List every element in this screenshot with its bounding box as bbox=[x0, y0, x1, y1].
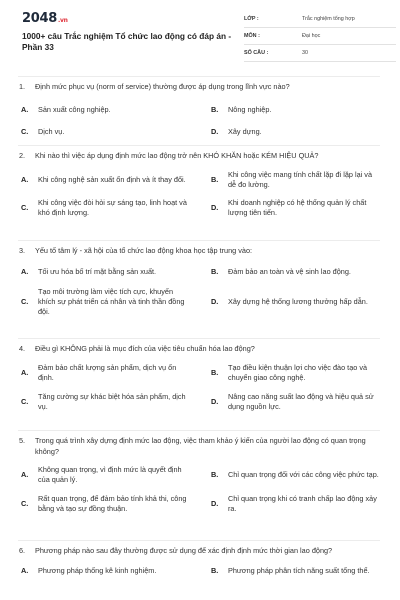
question-body: Định mức phục vụ (norm of service) thường được áp dụng trong lĩnh vực nào? bbox=[35, 82, 290, 91]
question-text bbox=[18, 246, 380, 257]
option-text: Dịch vụ. bbox=[38, 126, 65, 136]
document-meta bbox=[244, 13, 396, 64]
logo-suffix: .vn bbox=[57, 17, 68, 24]
option-letter: B. bbox=[211, 174, 219, 184]
option-text: Nông nghiệp. bbox=[228, 104, 272, 114]
option-c[interactable] bbox=[18, 392, 190, 412]
option-letter: D. bbox=[211, 499, 219, 508]
option-text: Tạo điều kiện thuận lợi cho việc đào tạo và chuyển giao công nghệ. bbox=[228, 362, 368, 382]
option-text: Tăng cường sự khác biệt hóa sản phẩm, dịch vụ. bbox=[38, 391, 186, 411]
option-d[interactable] bbox=[208, 198, 380, 218]
answer-options bbox=[18, 170, 380, 218]
option-d[interactable] bbox=[208, 287, 380, 317]
option-letter: B. bbox=[211, 266, 219, 276]
option-d[interactable] bbox=[208, 392, 380, 412]
option-letter: A. bbox=[21, 266, 29, 276]
option-b[interactable] bbox=[208, 266, 380, 278]
answer-options bbox=[18, 266, 380, 317]
option-c[interactable] bbox=[18, 287, 190, 317]
option-b[interactable] bbox=[208, 465, 380, 485]
option-letter: B. bbox=[211, 470, 219, 479]
option-letter: D. bbox=[211, 202, 219, 212]
question-body: Khi nào thì việc áp dụng định mức lao động trở nên KHÓ KHĂN hoặc KÉM HIỆU QUẢ? bbox=[35, 151, 319, 160]
question-number: 6. bbox=[19, 546, 26, 555]
meta-value: Đại học bbox=[302, 33, 321, 39]
option-letter: A. bbox=[21, 565, 29, 575]
option-text: Chỉ quan trọng đối với các công việc phức tạp. bbox=[228, 470, 379, 479]
option-letter: C. bbox=[21, 499, 29, 508]
option-text: Khi công việc đòi hỏi sự sáng tạo, linh hoạt và khó định lượng. bbox=[38, 197, 187, 217]
option-b[interactable] bbox=[208, 170, 380, 190]
meta-label: MÔN : bbox=[244, 33, 260, 39]
option-letter: C. bbox=[21, 202, 29, 212]
question-3 bbox=[18, 240, 380, 317]
option-letter: A. bbox=[21, 174, 29, 184]
option-text: Không quan trọng, vì định mức là quyết định của quản lý. bbox=[38, 465, 182, 484]
question-number: 1. bbox=[19, 82, 26, 91]
option-c[interactable] bbox=[18, 126, 190, 138]
option-text: Xây dựng. bbox=[228, 126, 262, 136]
option-text: Phương pháp phân tích năng suất tổng thể. bbox=[228, 565, 370, 575]
logo-main: 2048 bbox=[22, 11, 57, 26]
question-body: Điều gì KHÔNG phải là mục đích của việc tiêu chuẩn hóa lao động? bbox=[35, 344, 255, 353]
option-text: Đảm bảo an toàn và vệ sinh lao động. bbox=[228, 266, 351, 276]
question-4 bbox=[18, 338, 380, 412]
question-1 bbox=[18, 76, 380, 138]
question-2 bbox=[18, 145, 380, 218]
meta-value: Trắc nghiệm tổng hợp bbox=[302, 16, 355, 22]
question-number: 4. bbox=[19, 344, 26, 353]
option-b[interactable] bbox=[208, 104, 380, 116]
question-number: 3. bbox=[19, 246, 26, 255]
option-text: Tạo môi trường làm việc tích cực, khuyến khích sự phát triển cá nhân và tinh thần đồng đội. bbox=[38, 286, 185, 316]
answer-options bbox=[18, 465, 380, 514]
answer-options bbox=[18, 363, 380, 412]
option-a[interactable] bbox=[18, 104, 190, 116]
meta-row-class bbox=[244, 13, 396, 28]
option-letter: D. bbox=[211, 126, 219, 136]
option-a[interactable] bbox=[18, 465, 190, 485]
option-letter: B. bbox=[211, 367, 219, 377]
meta-row-question-count bbox=[244, 47, 396, 62]
question-text bbox=[18, 151, 380, 162]
option-text: Đảm bảo chất lượng sản phẩm, dịch vụ ổn định. bbox=[38, 362, 177, 382]
option-letter: A. bbox=[21, 367, 29, 377]
option-c[interactable] bbox=[18, 494, 190, 514]
question-body: Yếu tố tâm lý - xã hội của tổ chức lao động khoa học tập trung vào: bbox=[35, 246, 253, 255]
option-letter: C. bbox=[21, 396, 29, 406]
option-letter: D. bbox=[211, 396, 219, 406]
answer-options bbox=[18, 565, 380, 577]
option-text: Rất quan trọng, để đảm bảo tính khả thi, công bằng và tạo sự đồng thuận. bbox=[38, 494, 187, 513]
option-text: Sản xuất công nghiệp. bbox=[38, 104, 111, 114]
meta-label: LỚP : bbox=[244, 16, 259, 22]
meta-row-subject bbox=[244, 30, 396, 45]
question-number: 2. bbox=[19, 151, 26, 160]
option-letter: A. bbox=[21, 104, 29, 114]
option-letter: A. bbox=[21, 470, 29, 479]
document-title: 1000+ câu Trắc nghiệm Tổ chức lao động có đáp án - Phần 33 bbox=[22, 31, 232, 52]
option-b[interactable] bbox=[208, 363, 380, 383]
option-a[interactable] bbox=[18, 363, 190, 383]
option-d[interactable] bbox=[208, 494, 380, 514]
option-text: Chỉ quan trọng khi có tranh chấp lao động xảy ra. bbox=[228, 494, 377, 513]
option-c[interactable] bbox=[18, 198, 190, 218]
option-text: Khi doanh nghiệp có hệ thống quản lý chất lượng tiên tiến. bbox=[228, 197, 367, 217]
question-5 bbox=[18, 430, 380, 514]
question-text bbox=[18, 344, 380, 355]
option-letter: C. bbox=[21, 296, 29, 306]
site-logo[interactable] bbox=[22, 11, 68, 26]
option-text: Phương pháp thống kê kinh nghiệm. bbox=[38, 565, 157, 575]
option-a[interactable] bbox=[18, 266, 190, 278]
question-body: Phương pháp nào sau đây thường được sử dụng để xác định định mức thời gian lao động? bbox=[35, 546, 333, 555]
document-header bbox=[18, 0, 378, 70]
answer-options bbox=[18, 104, 380, 138]
option-a[interactable] bbox=[18, 170, 190, 190]
question-text bbox=[18, 436, 380, 457]
meta-label: SỐ CÂU : bbox=[244, 50, 269, 56]
option-text: Tối ưu hóa bố trí mặt bằng sản xuất. bbox=[38, 266, 157, 276]
option-letter: D. bbox=[211, 296, 219, 306]
option-letter: C. bbox=[21, 126, 29, 136]
option-letter: B. bbox=[211, 565, 219, 575]
option-text: Khi công việc mang tính chất lặp đi lặp lại và dễ đo lường. bbox=[228, 169, 372, 189]
question-text bbox=[18, 546, 380, 557]
question-text bbox=[18, 82, 380, 93]
option-b[interactable] bbox=[208, 565, 380, 577]
meta-value: 30 bbox=[302, 50, 308, 56]
question-body: Trong quá trình xây dựng định mức lao động, việc tham khảo ý kiến của người lao động có quan trọng không? bbox=[35, 436, 366, 456]
option-text: Khi công nghệ sản xuất ổn định và ít thay đổi. bbox=[38, 174, 186, 184]
option-text: Nâng cao năng suất lao động và hiệu quả sử dụng nguồn lực. bbox=[228, 391, 374, 411]
question-6 bbox=[18, 540, 380, 577]
option-d[interactable] bbox=[208, 126, 380, 138]
option-text: Xây dựng hệ thống lương thưởng hấp dẫn. bbox=[228, 296, 368, 306]
option-letter: B. bbox=[211, 104, 219, 114]
question-number: 5. bbox=[19, 436, 26, 445]
option-a[interactable] bbox=[18, 565, 190, 577]
